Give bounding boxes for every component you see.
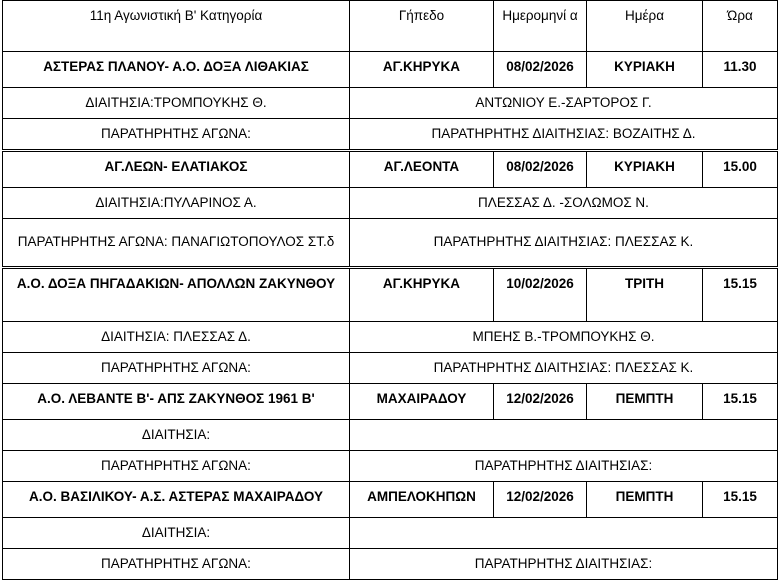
match-row xyxy=(3,268,778,322)
referee-observer: ΠΑΡΑΤΗΡΗΤΗΣ ΔΙΑΙΤΗΣΙΑΣ: xyxy=(350,451,778,482)
match-time: 15.00 xyxy=(703,151,778,188)
match-time: 15.15 xyxy=(703,268,778,322)
match-day: ΤΡΙΤΗ xyxy=(587,268,703,322)
match-date: 12/02/2026 xyxy=(494,384,587,420)
match-day: ΚΥΡΙΑΚΗ xyxy=(587,52,703,88)
header-date: Ημερομηνί α xyxy=(494,1,587,52)
match-teams: Α.Ο. ΔΟΞΑ ΠΗΓΑΔΑΚΙΩΝ- ΑΠΟΛΛΩΝ ΖΑΚΥΝΘΟΥ xyxy=(3,268,350,322)
match-time: 15.15 xyxy=(703,384,778,420)
match-row xyxy=(3,52,778,88)
referee: ΔΙΑΙΤΗΣΙΑ:ΤΡΟΜΠΟΥΚΗΣ Θ. xyxy=(3,88,350,119)
referee: ΔΙΑΙΤΗΣΙΑ: xyxy=(3,518,350,549)
match-date: 10/02/2026 xyxy=(494,268,587,322)
match-date: 08/02/2026 xyxy=(494,151,587,188)
match-observer: ΠΑΡΑΤΗΡΗΤΗΣ ΑΓΩΝΑ: xyxy=(3,549,350,580)
assistant-referees: ΜΠΕΗΣ Β.-ΤΡΟΜΠΟΥΚΗΣ Θ. xyxy=(350,322,778,353)
match-observer: ΠΑΡΑΤΗΡΗΤΗΣ ΑΓΩΝΑ: ΠΑΝΑΓΙΩΤΟΠΟΥΛΟΣ ΣΤ.δ xyxy=(3,219,350,268)
match-day: ΠΕΜΠΤΗ xyxy=(587,482,703,518)
referee-observer: ΠΑΡΑΤΗΡΗΤΗΣ ΔΙΑΙΤΗΣΙΑΣ: ΒΟΖΑΙΤΗΣ Δ. xyxy=(350,119,778,151)
match-day: ΠΕΜΠΤΗ xyxy=(587,384,703,420)
referee-row xyxy=(3,322,778,353)
fixtures-table xyxy=(2,0,778,580)
referee-observer: ΠΑΡΑΤΗΡΗΤΗΣ ΔΙΑΙΤΗΣΙΑΣ: ΠΛΕΣΣΑΣ Κ. xyxy=(350,219,778,268)
referee-row xyxy=(3,518,778,549)
referee: ΔΙΑΙΤΗΣΙΑ:ΠΥΛΑΡΙΝΟΣ Α. xyxy=(3,188,350,219)
match-time: 15.15 xyxy=(703,482,778,518)
header-row xyxy=(3,1,778,52)
observer-row xyxy=(3,219,778,268)
match-date: 12/02/2026 xyxy=(494,482,587,518)
match-teams: Α.Ο. ΛΕΒΑΝΤΕ Β'- ΑΠΣ ΖΑΚΥΝΘΟΣ 1961 Β' xyxy=(3,384,350,420)
match-venue: ΑΜΠΕΛΟΚΗΠΩΝ xyxy=(350,482,494,518)
match-observer: ΠΑΡΑΤΗΡΗΤΗΣ ΑΓΩΝΑ: xyxy=(3,353,350,384)
match-teams: ΑΣΤΕΡΑΣ ΠΛΑΝΟΥ- Α.Ο. ΔΟΞΑ ΛΙΘΑΚΙΑΣ xyxy=(3,52,350,88)
observer-row xyxy=(3,549,778,580)
match-observer: ΠΑΡΑΤΗΡΗΤΗΣ ΑΓΩΝΑ: xyxy=(3,119,350,151)
referee: ΔΙΑΙΤΗΣΙΑ: xyxy=(3,420,350,451)
match-teams: Α.Ο. ΒΑΣΙΛΙΚΟΥ- Α.Σ. ΑΣΤΕΡΑΣ ΜΑΧΑΙΡΑΔΟΥ xyxy=(3,482,350,518)
match-venue: ΑΓ.ΚΗΡΥΚΑ xyxy=(350,52,494,88)
match-row xyxy=(3,151,778,188)
assistant-referees xyxy=(350,518,778,549)
match-row xyxy=(3,482,778,518)
match-row xyxy=(3,384,778,420)
observer-row xyxy=(3,451,778,482)
referee-row xyxy=(3,88,778,119)
match-day: ΚΥΡΙΑΚΗ xyxy=(587,151,703,188)
match-teams: ΑΓ.ΛΕΩΝ- ΕΛΑΤΙΑΚΟΣ xyxy=(3,151,350,188)
assistant-referees: ΑΝΤΩΝΙΟΥ Ε.-ΣΑΡΤΟΡΟΣ Γ. xyxy=(350,88,778,119)
observer-row xyxy=(3,119,778,151)
match-venue: ΑΓ.ΛΕΟΝΤΑ xyxy=(350,151,494,188)
match-observer: ΠΑΡΑΤΗΡΗΤΗΣ ΑΓΩΝΑ: xyxy=(3,451,350,482)
referee-row xyxy=(3,420,778,451)
header-round: 11η Αγωνιστική Β' Κατηγορία xyxy=(3,1,350,52)
match-date: 08/02/2026 xyxy=(494,52,587,88)
header-venue: Γήπεδο xyxy=(350,1,494,52)
referee-observer: ΠΑΡΑΤΗΡΗΤΗΣ ΔΙΑΙΤΗΣΙΑΣ: xyxy=(350,549,778,580)
assistant-referees: ΠΛΕΣΣΑΣ Δ. -ΣΟΛΩΜΟΣ Ν. xyxy=(350,188,778,219)
referee: ΔΙΑΙΤΗΣΙΑ: ΠΛΕΣΣΑΣ Δ. xyxy=(3,322,350,353)
header-time: Ώρα xyxy=(703,1,778,52)
header-day: Ημέρα xyxy=(587,1,703,52)
assistant-referees xyxy=(350,420,778,451)
match-venue: ΑΓ.ΚΗΡΥΚΑ xyxy=(350,268,494,322)
match-venue: ΜΑΧΑΙΡΑΔΟΥ xyxy=(350,384,494,420)
observer-row xyxy=(3,353,778,384)
referee-observer: ΠΑΡΑΤΗΡΗΤΗΣ ΔΙΑΙΤΗΣΙΑΣ: ΠΛΕΣΣΑΣ Κ. xyxy=(350,353,778,384)
referee-row xyxy=(3,188,778,219)
match-time: 11.30 xyxy=(703,52,778,88)
